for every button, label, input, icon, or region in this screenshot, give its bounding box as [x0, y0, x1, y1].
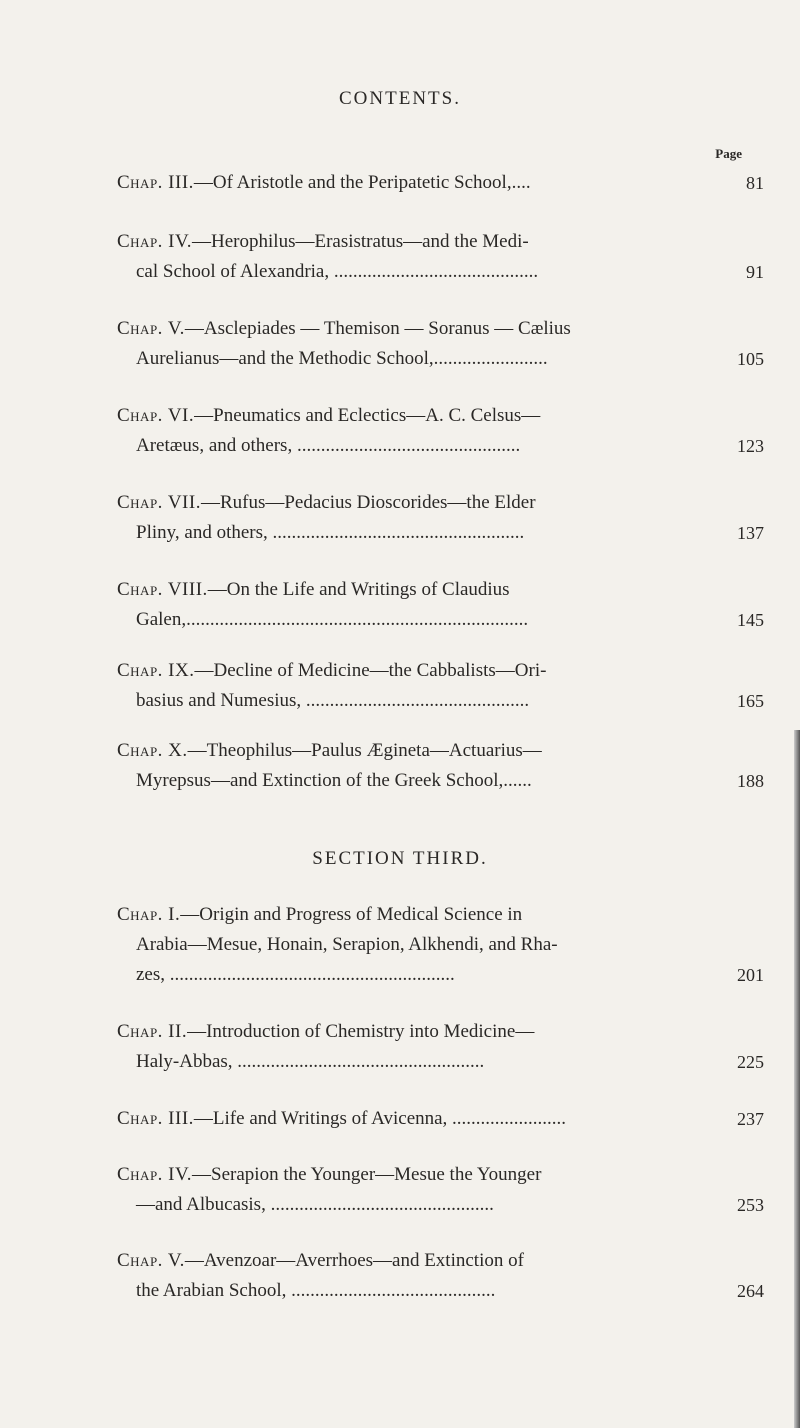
- page-number: 137: [737, 523, 764, 543]
- toc-entry: [117, 1246, 764, 1306]
- page-number: 188: [737, 771, 764, 791]
- chapter-label: Chap. II.: [117, 1021, 188, 1042]
- entry-title: —Decline of Medicine—the Cabbalists—Ori-: [194, 660, 547, 681]
- page-number: 145: [737, 610, 764, 630]
- entry-title-continued: Aurelianus—and the Methodic School,........................: [136, 348, 548, 369]
- page-number: 81: [746, 173, 764, 193]
- toc-entry: [117, 736, 764, 796]
- entry-title-continued: Galen,........................................................................: [136, 609, 529, 630]
- page-number: 237: [737, 1109, 764, 1129]
- chapter-label: Chap. III.: [117, 172, 194, 193]
- entry-title: —On the Life and Writings of Claudius: [207, 579, 510, 600]
- entry-title: —Avenzoar—Averrhoes—and Extinction of: [184, 1250, 524, 1271]
- entry-title-continued: Arabia—Mesue, Honain, Serapion, Alkhendi, and Rha-: [136, 934, 558, 955]
- chapter-label: Chap. IV.: [117, 1164, 193, 1185]
- chapter-label: Chap. VI.: [117, 405, 195, 426]
- toc-entry: [117, 1160, 764, 1220]
- entry-title: —Theophilus—Paulus Ægineta—Actuarius—: [187, 740, 542, 761]
- entry-title-continued: the Arabian School, ...........................................: [136, 1280, 496, 1301]
- entry-title: —Life and Writings of Avicenna, ........................: [193, 1108, 567, 1129]
- entry-title: —Serapion the Younger—Mesue the Younger: [192, 1164, 542, 1185]
- chapter-label: Chap. V.: [117, 1250, 185, 1271]
- chapter-label: Chap. IV.: [117, 231, 193, 252]
- chapter-label: Chap. V.: [117, 318, 185, 339]
- entry-title: —Pneumatics and Eclectics—A. C. Celsus—: [194, 405, 541, 426]
- toc-entry: [117, 314, 764, 374]
- entry-title: —Rufus—Pedacius Dioscorides—the Elder: [200, 492, 536, 513]
- toc-entry: [117, 488, 764, 548]
- toc-entry: [117, 1017, 764, 1077]
- entry-title-continued: Pliny, and others, .....................................................: [136, 522, 525, 543]
- entry-title-continued: —and Albucasis, ...............................................: [136, 1194, 494, 1215]
- toc-entry: [117, 1104, 764, 1134]
- page-number: 201: [737, 965, 764, 985]
- toc-entry: [117, 401, 764, 461]
- entry-title-continued: Haly-Abbas, ....................................................: [136, 1051, 485, 1072]
- page-number: 225: [737, 1052, 764, 1072]
- toc-entry: [117, 900, 764, 990]
- entry-title-continued: Myrepsus—and Extinction of the Greek School,......: [136, 770, 532, 791]
- entry-title-continued: cal School of Alexandria, ...........................................: [136, 261, 539, 282]
- entry-title: —Introduction of Chemistry into Medicine—: [187, 1021, 535, 1042]
- entry-title: —Origin and Progress of Medical Science in: [180, 904, 523, 925]
- page-number: 264: [737, 1281, 764, 1301]
- page-number: 165: [737, 691, 764, 711]
- page-number: 91: [746, 262, 764, 282]
- entry-title: —Of Aristotle and the Peripatetic School,....: [193, 172, 531, 193]
- chapter-label: Chap. VII.: [117, 492, 201, 513]
- page-title: CONTENTS.: [339, 88, 461, 109]
- section-heading: SECTION THIRD.: [312, 848, 488, 869]
- page-number: 253: [737, 1195, 764, 1215]
- toc-entry: [117, 575, 764, 635]
- toc-entry: [117, 168, 764, 198]
- page-number: 123: [737, 436, 764, 456]
- page-column-label: Page: [715, 146, 742, 161]
- chapter-label: Chap. III.: [117, 1108, 194, 1129]
- page-edge-shadow: [794, 730, 800, 1428]
- chapter-label: Chap. I.: [117, 904, 181, 925]
- entry-title: —Asclepiades — Themison — Soranus — Cælius: [184, 318, 571, 339]
- chapter-label: Chap. VIII.: [117, 579, 208, 600]
- toc-entry: [117, 227, 764, 287]
- entry-title-continued: zes, ............................................................: [136, 964, 455, 985]
- entry-title: —Herophilus—Erasistratus—and the Medi-: [192, 231, 529, 252]
- chapter-label: Chap. IX.: [117, 660, 195, 681]
- entry-title-continued: Aretæus, and others, ...............................................: [136, 435, 521, 456]
- entry-title-continued: basius and Numesius, ...............................................: [136, 690, 530, 711]
- page-number: 105: [737, 349, 764, 369]
- toc-entry: [117, 656, 764, 716]
- chapter-label: Chap. X.: [117, 740, 188, 761]
